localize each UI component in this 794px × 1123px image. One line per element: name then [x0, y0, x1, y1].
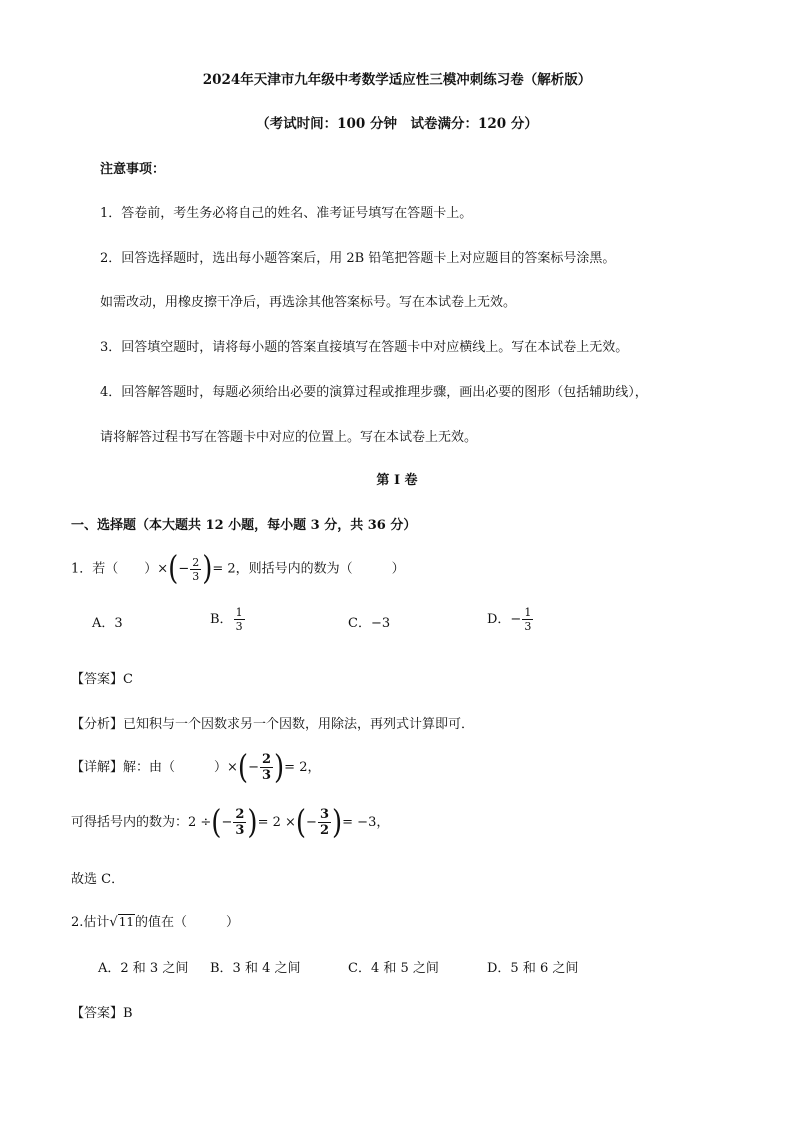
- fraction-numerator: 2: [192, 555, 200, 569]
- square-root: [109, 915, 135, 930]
- minus-sign: −: [221, 815, 233, 830]
- option-d: D．5 和 6 之间: [487, 961, 579, 976]
- conclusion-1: 故选 C．: [71, 872, 125, 887]
- notes-heading: 注意事项：: [100, 162, 166, 177]
- right-paren: ): [274, 748, 285, 787]
- fraction-denominator: 3: [261, 768, 272, 783]
- fraction-numerator: 1: [524, 606, 532, 619]
- fraction-denominator: 3: [192, 569, 200, 583]
- option-a: A．3: [92, 616, 123, 631]
- analysis-1: 【分析】已知积与一个因数求另一个因数，用除法，再列式计算即可．: [71, 717, 475, 732]
- note-item-1: 1．答卷前，考生务必将自己的姓名、准考证号填写在答题卡上。: [100, 206, 473, 221]
- volume-title: 第 I 卷: [376, 473, 418, 488]
- left-paren: (: [237, 748, 249, 787]
- detail-suffix: = 2，: [284, 760, 321, 775]
- option-a: A．2 和 3 之间: [98, 961, 189, 976]
- question-1-suffix: = 2，则括号内的数为（ ）: [212, 561, 405, 577]
- question-2: [71, 911, 239, 930]
- question-2-prefix: 2.估计: [71, 915, 110, 930]
- option-b-label: B．: [210, 612, 233, 627]
- exam-info: （考试时间：100 分钟 试卷满分：120 分）: [256, 116, 538, 132]
- answer-1: 【答案】C: [71, 672, 133, 687]
- option-c: C．−3: [348, 616, 391, 631]
- fraction-denominator: 3: [524, 620, 532, 633]
- fraction-denominator: 3: [235, 620, 243, 633]
- minus-sign: −: [248, 760, 259, 775]
- detail-1: [71, 748, 321, 787]
- option-c: C．4 和 5 之间: [348, 961, 439, 976]
- left-paren: (: [295, 803, 307, 842]
- fraction-denominator: 2: [319, 823, 329, 838]
- right-paren: ): [332, 803, 343, 842]
- fraction: [190, 557, 201, 582]
- answer-2: 【答案】B: [71, 1006, 133, 1021]
- minus-sign: −: [306, 815, 317, 830]
- note-item-2: 2．回答选择题时，选出每小题答案后，用 2B 铅笔把答题卡上对应题目的答案标号涂黑。: [100, 251, 616, 266]
- page-title: 2024年天津市九年级中考数学适应性三模冲刺练习卷（解析版）: [202, 72, 592, 88]
- left-paren: (: [211, 803, 222, 842]
- fraction: [260, 753, 273, 782]
- left-paren: (: [168, 550, 179, 588]
- question-2-suffix: 的值在（ ）: [134, 915, 239, 930]
- step-middle: = 2 ×: [257, 815, 296, 830]
- fraction-numerator: 3: [319, 807, 329, 822]
- question-1-prefix: 1．若（ ）×: [71, 561, 169, 577]
- option-b: [210, 607, 246, 632]
- fraction-denominator: 3: [235, 823, 245, 838]
- fraction: [318, 808, 331, 837]
- option-d: [487, 607, 534, 632]
- option-d-label: D．−: [487, 612, 522, 627]
- note-item-4: 4．回答解答题时，每题必须给出必要的演算过程或推理步骤，画出必要的图形（包括辅助线），: [100, 385, 648, 400]
- fraction-numerator: 2: [235, 807, 245, 822]
- minus-sign: −: [178, 561, 190, 577]
- section-heading: 一、选择题（本大题共 12 小题，每小题 3 分，共 36 分）: [71, 518, 417, 533]
- fraction: [522, 607, 533, 632]
- right-paren: ): [247, 803, 258, 842]
- radical-sign-icon: √: [109, 915, 118, 930]
- option-b: B．3 和 4 之间: [210, 961, 301, 976]
- radicand: 11: [118, 915, 134, 929]
- fraction-numerator: 2: [261, 752, 272, 767]
- note-item-4-cont: 请将解答过程书写在答题卡中对应的位置上。写在本试卷上无效。: [100, 430, 478, 445]
- detail-prefix: 【详解】解：由（ ）×: [71, 760, 238, 775]
- fraction: [234, 607, 245, 632]
- step-suffix: = −3，: [342, 815, 390, 830]
- fraction-numerator: 1: [235, 606, 243, 619]
- right-paren: ): [202, 550, 213, 588]
- fraction: [233, 808, 246, 837]
- question-1: [71, 550, 405, 588]
- step-prefix: 可得括号内的数为：2 ÷: [71, 815, 212, 830]
- calculation-step: [71, 803, 390, 842]
- note-item-2-cont: 如需改动，用橡皮擦干净后，再选涂其他答案标号。写在本试卷上无效。: [100, 295, 517, 310]
- note-item-3: 3．回答填空题时，请将每小题的答案直接填写在答题卡中对应横线上。写在本试卷上无效。: [100, 340, 629, 355]
